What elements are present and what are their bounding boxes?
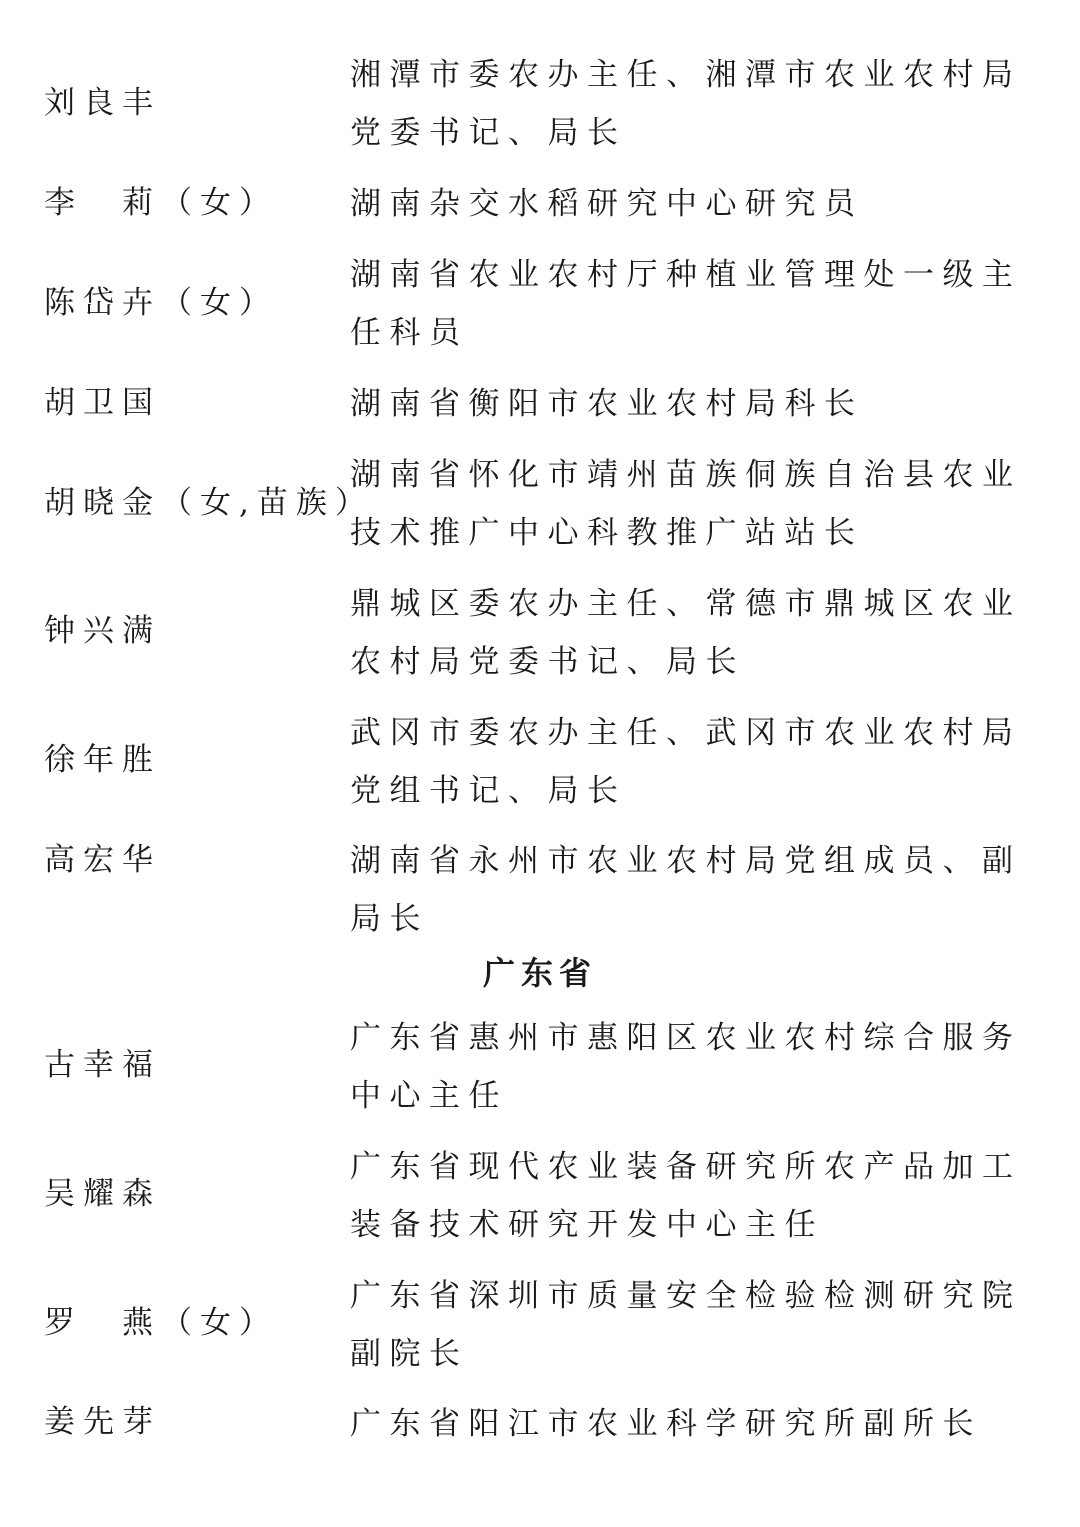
- person-name: 徐年胜: [44, 742, 161, 778]
- person-name: 古幸福: [44, 1047, 161, 1083]
- person-role: 广东省深圳市质量安全检验检测研究院副院长: [350, 1278, 1022, 1372]
- person-role: 湖南杂交水稻研究中心研究员: [350, 186, 864, 222]
- person-role: 广东省现代农业装备研究所农产品加工装备技术研究开发中心主任: [350, 1149, 1022, 1243]
- person-role: 湖南省永州市农业农村局党组成员、副局长: [350, 843, 1022, 937]
- person-role: 湖南省怀化市靖州苗族侗族自治县农业技术推广中心科教推广站站长: [350, 457, 1022, 551]
- person-role: 广东省惠州市惠阳区农业农村综合服务中心主任: [350, 1020, 1022, 1114]
- section-heading: 广东省: [482, 954, 597, 992]
- person-name: 胡卫国: [44, 385, 161, 421]
- person-name: 胡晓金（女,苗族）: [44, 485, 374, 521]
- person-role: 广东省阳江市农业科学研究所副所长: [350, 1406, 982, 1442]
- person-name: 罗 燕（女）: [44, 1305, 278, 1341]
- person-role: 鼎城区委农办主任、常德市鼎城区农业农村局党委书记、局长: [350, 586, 1022, 680]
- person-name: 李 莉（女）: [44, 185, 278, 221]
- person-name: 吴耀森: [44, 1176, 161, 1212]
- person-name: 高宏华: [44, 842, 161, 878]
- person-name: 钟兴满: [44, 613, 161, 649]
- person-name: 姜先芽: [44, 1404, 161, 1440]
- person-role: 武冈市委农办主任、武冈市农业农村局党组书记、局长: [350, 715, 1022, 809]
- person-role: 湖南省农业农村厅种植业管理处一级主任科员: [350, 257, 1022, 351]
- person-role: 湘潭市委农办主任、湘潭市农业农村局党委书记、局长: [350, 57, 1022, 151]
- person-name: 刘良丰: [44, 85, 161, 121]
- person-role: 湖南省衡阳市农业农村局科长: [350, 386, 864, 422]
- person-name: 陈岱卉（女）: [44, 285, 278, 321]
